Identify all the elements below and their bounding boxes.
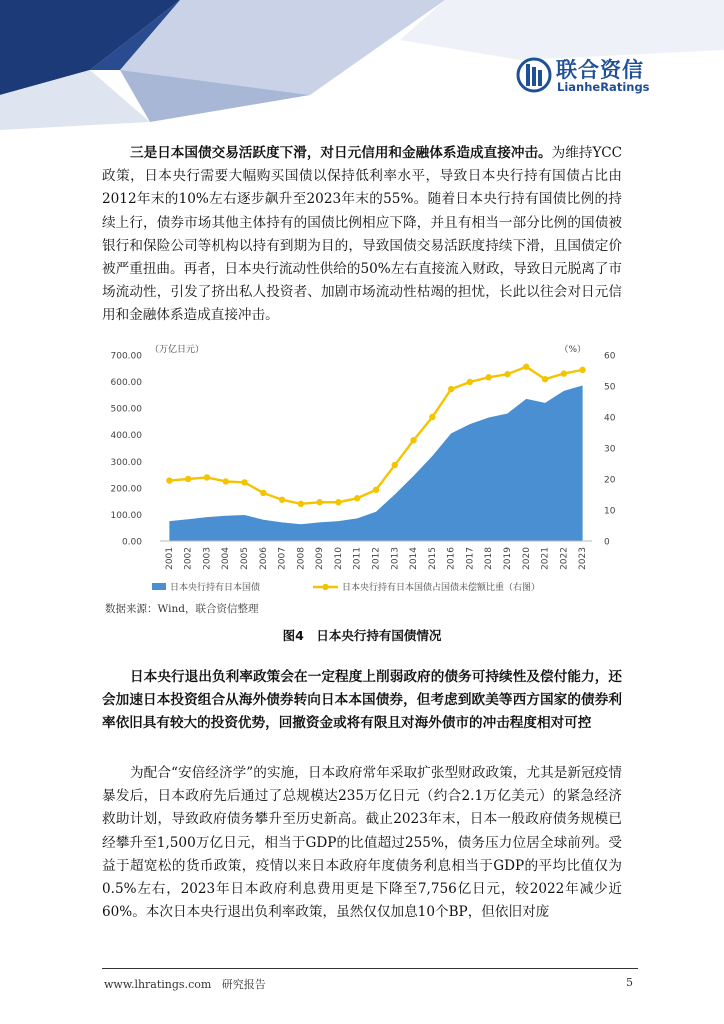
lianhe-logo-icon <box>516 54 552 96</box>
x-tick-label: 2013 <box>390 547 401 570</box>
x-tick-label: 2018 <box>484 547 495 570</box>
y-right-tick-label: 60 <box>604 351 616 362</box>
y-right-tick-label: 20 <box>604 475 616 486</box>
x-tick-label: 2001 <box>164 547 175 570</box>
y-left-tick-label: 200.00 <box>110 484 142 495</box>
paragraph-fiscal <box>102 762 622 932</box>
x-tick-label: 2020 <box>521 547 532 570</box>
x-tick-label: 2017 <box>465 547 476 570</box>
series-line-point <box>523 364 529 370</box>
x-tick-label: 2005 <box>240 547 251 570</box>
paragraph-body: 为维持YCC政策，日本央行需要大幅购买国债以保持低利率水平，导致日本央行持有国债占比由2012年末的10%左右逐步飙升至2023年末的55%。随着日本央行持有国债比例的持续上行，债券市场其他主体持有的国债比例相应下降，并且有相当一部分比例的国债被银行和保险公司等机构以持有到期为目的，导致国债交易活跃度持续下滑，且国债定价被严重扭曲。再者，日本央行流动性供给的50%左右直接流入财政，导致日元脱离了市场流动性，引发了挤出私人投资者、加剧市场流动性枯竭的担忧，长此以往会对日元信用和金融体系造成直接冲击。 <box>102 145 622 324</box>
series-line-point <box>579 367 585 373</box>
paragraph-fiscal-text: 为配合“安倍经济学”的实施，日本政府常年采取扩张型财政政策，尤其是新冠疫情暴发后，日本政府先后通过了总规模达235万亿日元（约合2.1万亿美元）的紧急经济救助计划，导致政府债务攀升至历史新高。截止2023年末，日本一般政府债务规模已经攀升至1,500万亿日元，相当于GDP的比值超过255%，债务压力位居全球前列。受益于超宽松的货币政策，疫情以来日本政府年度债务利息相当于GDP的平均比值仅为0.5%左右，2023年日本政府利息费用更是下降至7,756亿日元，较2022年减少近60%。本次日本央行退出负利率政策，虽然仅仅加息10个BP，但依旧对庞 <box>102 765 622 921</box>
series-line-point <box>316 499 322 505</box>
series-line-point <box>223 478 229 484</box>
series-line-point <box>204 474 210 480</box>
series-line-point <box>542 376 548 382</box>
x-tick-label: 2011 <box>352 547 363 570</box>
x-tick-label: 2008 <box>296 547 307 570</box>
legend-label-line: 日本央行持有日本国债占国债未偿额比重（右图） <box>342 583 541 593</box>
company-logo <box>516 54 666 98</box>
series-line-point <box>410 437 416 443</box>
paragraph-negative-rate-text: 日本央行退出负利率政策会在一定程度上削弱政府的债务可持续性及偿付能力，还会加速日本投资组合从海外债券转向日本本国债券，但考虑到欧美等西方国家的债券利率依旧具有较大的投资优势，回撤资金或将有限且对海外债市的冲击程度相对可控 <box>102 669 622 732</box>
series-line-point <box>448 386 454 392</box>
footer-site: www.lhratings.com <box>104 978 212 991</box>
series-line-point <box>373 487 379 493</box>
paragraph-negative-rate <box>102 666 622 760</box>
figure-caption: 图4 日本央行持有国债情况 <box>282 628 442 643</box>
series-line-point <box>279 497 285 503</box>
legend-swatch-area <box>152 583 166 590</box>
series-line-point <box>504 371 510 377</box>
x-tick-label: 2015 <box>427 547 438 570</box>
x-tick-label: 2007 <box>277 547 288 570</box>
series-line-point <box>185 476 191 482</box>
y-right-tick-label: 0 <box>604 537 610 548</box>
x-tick-label: 2010 <box>333 547 344 570</box>
x-tick-label: 2022 <box>559 547 570 570</box>
paragraph-ycc <box>102 142 622 332</box>
x-tick-label: 2006 <box>258 547 269 570</box>
legend-label-area: 日本央行持有日本国债 <box>170 583 261 593</box>
x-tick-label: 2014 <box>409 547 420 570</box>
series-line-point <box>485 374 491 380</box>
x-tick-label: 2009 <box>315 547 326 570</box>
y-right-tick-label: 40 <box>604 413 616 424</box>
x-tick-label: 2023 <box>578 547 589 570</box>
series-line-point <box>166 477 172 483</box>
series-line-point <box>335 499 341 505</box>
y-left-tick-label: 100.00 <box>110 510 142 521</box>
page-number: 5 <box>626 976 633 989</box>
y-right-tick-label: 30 <box>604 444 616 455</box>
y-left-tick-label: 600.00 <box>110 378 142 389</box>
paragraph-lead: 三是日本国债交易活跃度下滑，对日元信用和金融体系造成直接冲击。 <box>130 145 552 161</box>
x-tick-label: 2019 <box>502 547 513 570</box>
series-line-point <box>429 414 435 420</box>
series-line-point <box>467 379 473 385</box>
y-left-tick-label: 300.00 <box>110 457 142 468</box>
boj-jgb-holdings-chart <box>100 340 630 600</box>
series-line-point <box>260 490 266 496</box>
series-line-point <box>241 479 247 485</box>
series-line-point <box>561 370 567 376</box>
footer-info <box>104 976 266 992</box>
series-line-point <box>392 462 398 468</box>
y-left-tick-label: 500.00 <box>110 404 142 415</box>
x-tick-label: 2016 <box>446 547 457 570</box>
footer-divider <box>102 968 638 969</box>
footer-label: 研究报告 <box>221 978 266 991</box>
y-left-tick-label: 400.00 <box>110 431 142 442</box>
series-area-boj-holdings <box>169 386 582 541</box>
x-tick-label: 2004 <box>221 547 232 570</box>
x-tick-label: 2003 <box>202 547 213 570</box>
x-tick-label: 2002 <box>183 547 194 570</box>
y-right-unit: （%） <box>559 345 586 355</box>
x-tick-label: 2012 <box>371 547 382 570</box>
logo-name-en: LianheRatings <box>557 80 650 94</box>
y-left-tick-label: 700.00 <box>110 351 142 362</box>
legend-swatch-point <box>322 584 328 590</box>
x-tick-label: 2021 <box>540 547 551 570</box>
series-line-point <box>298 501 304 507</box>
y-left-tick-label: 0.00 <box>121 537 142 548</box>
y-left-unit: （万亿日元） <box>150 345 205 355</box>
source-note: 数据来源：Wind，联合资信整理 <box>105 603 259 615</box>
y-right-tick-label: 10 <box>604 506 616 517</box>
logo-name-cn: 联合资信 <box>556 58 644 82</box>
y-right-tick-label: 50 <box>604 382 616 393</box>
series-line-point <box>354 495 360 501</box>
